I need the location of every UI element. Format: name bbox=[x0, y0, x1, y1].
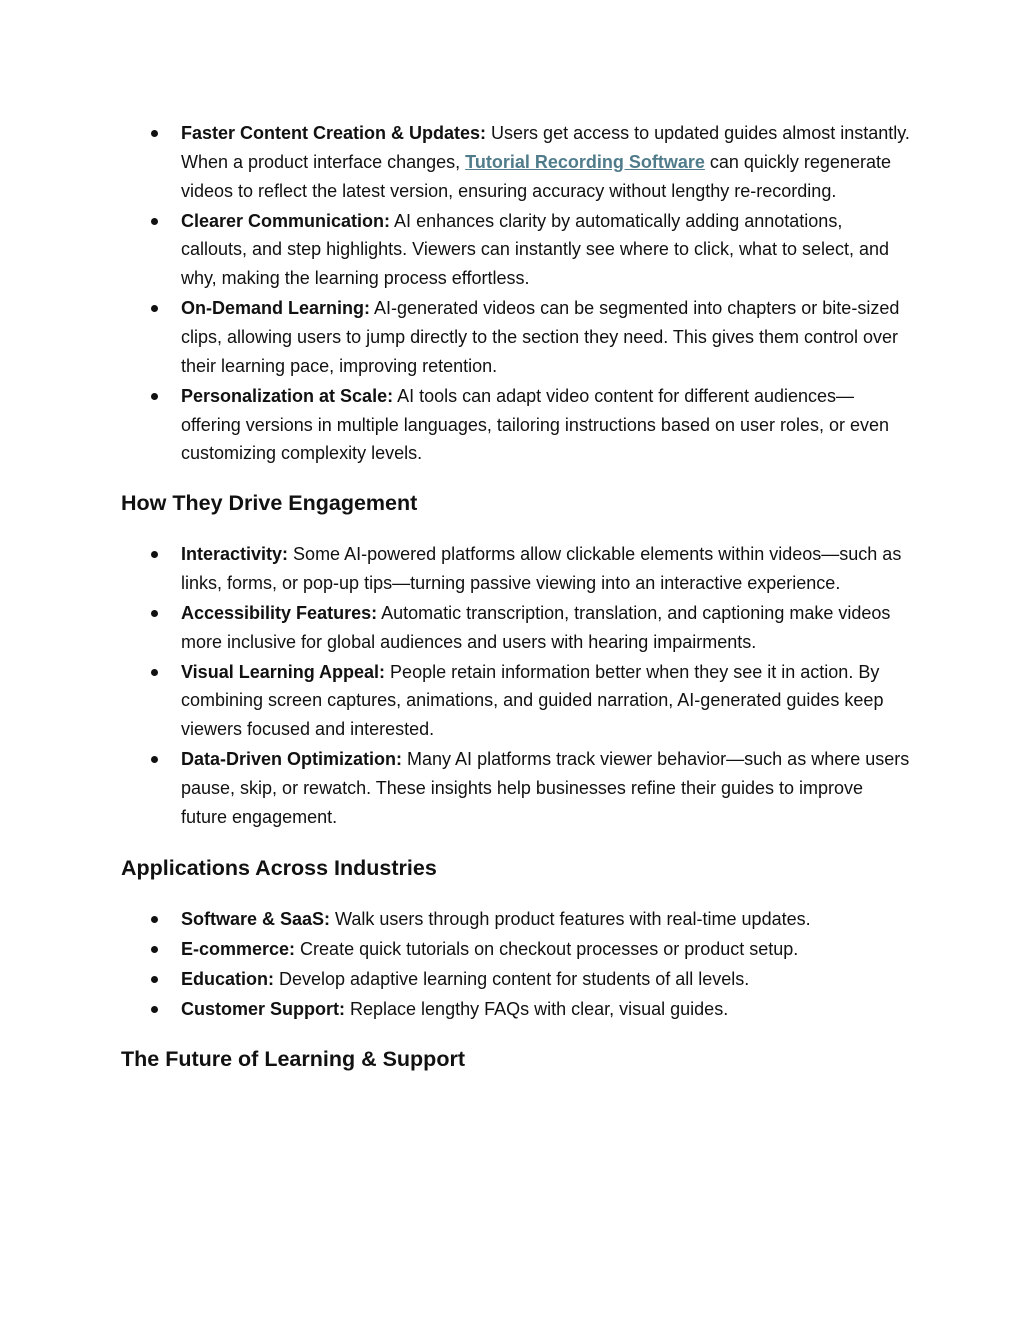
bullet-term: Interactivity: bbox=[181, 544, 289, 565]
bullet-icon bbox=[151, 610, 158, 617]
bullet-term: Personalization at Scale: bbox=[181, 385, 394, 406]
bullet-term: Faster Content Creation & Updates: bbox=[181, 123, 487, 143]
bullet-icon bbox=[151, 1006, 158, 1013]
bullet-icon bbox=[151, 946, 158, 953]
bullet-term: Clearer Communication: bbox=[181, 210, 391, 231]
list-item bbox=[121, 294, 911, 380]
list-item bbox=[121, 540, 911, 598]
list-item bbox=[121, 599, 911, 657]
list-item bbox=[121, 658, 911, 744]
bullet-text: People retain information better when they see it in action. By combining screen captures, animations, and guided narration, AI-generated guides keep viewers focused and interested. bbox=[181, 661, 884, 740]
list-item bbox=[121, 745, 911, 831]
bullet-text: can quickly regenerate videos to reflect the latest version, ensuring accuracy without lengthy re-recording. bbox=[181, 151, 891, 201]
list-item bbox=[121, 905, 911, 934]
bullet-text: Replace lengthy FAQs with clear, visual guides. bbox=[345, 998, 729, 1019]
intro-bullet-list bbox=[121, 119, 911, 468]
bullet-term: E-commerce: bbox=[181, 938, 296, 959]
bullet-term: On-Demand Learning: bbox=[181, 298, 371, 319]
bullet-text: AI tools can adapt video content for different audiences—offering versions in multiple languages, tailoring instructions based on user roles, or even customizing complexity levels. bbox=[181, 385, 890, 464]
bullet-text: Create quick tutorials on checkout processes or product setup. bbox=[295, 938, 799, 959]
bullet-term: Accessibility Features: bbox=[181, 602, 378, 623]
list-item bbox=[121, 207, 911, 293]
bullet-term: Visual Learning Appeal: bbox=[181, 661, 386, 682]
document-body bbox=[121, 119, 911, 1074]
list-item bbox=[121, 935, 911, 964]
bullet-text: Walk users through product features with real-time updates. bbox=[330, 908, 811, 929]
bullet-term: Education: bbox=[181, 968, 274, 989]
bullet-icon bbox=[151, 916, 158, 923]
bullet-text: Some AI-powered platforms allow clickable elements within videos—such as links, forms, or pop-up tips—turning passive viewing into an interactive experience. bbox=[181, 544, 902, 593]
bullet-icon bbox=[151, 130, 158, 137]
bullet-term: Data-Driven Optimization: bbox=[181, 749, 403, 770]
list-item bbox=[121, 382, 911, 468]
bullet-text: Automatic transcription, translation, and captioning make videos more inclusive for global audiences and users with hearing impairments. bbox=[181, 602, 891, 652]
list-item bbox=[121, 995, 911, 1024]
bullet-text: Many AI platforms track viewer behavior—such as where users pause, skip, or rewatch. These insights help businesses refine their guides to improve future engagement. bbox=[181, 749, 910, 827]
bullet-icon bbox=[151, 756, 158, 763]
bullet-term: Customer Support: bbox=[181, 998, 345, 1019]
list-item bbox=[121, 119, 911, 205]
bullet-term: Software & SaaS: bbox=[181, 908, 331, 929]
engagement-heading: How They Drive Engagement bbox=[121, 491, 418, 516]
future-heading: The Future of Learning & Support bbox=[121, 1047, 465, 1072]
industries-heading: Applications Across Industries bbox=[121, 855, 437, 880]
bullet-text: Users get access to updated guides almost instantly. When a product interface changes, bbox=[181, 123, 910, 172]
bullet-text: Develop adaptive learning content for students of all levels. bbox=[274, 968, 750, 989]
engagement-bullet-list bbox=[121, 540, 911, 832]
bullet-icon bbox=[151, 393, 158, 400]
bullet-icon bbox=[151, 551, 158, 558]
bullet-icon bbox=[151, 669, 158, 676]
bullet-text: AI-generated videos can be segmented into chapters or bite-sized clips, allowing users to jump directly to the section they need. This gives them control over their learning pace, improving retention. bbox=[181, 298, 900, 376]
bullet-icon bbox=[151, 976, 158, 983]
bullet-icon bbox=[151, 218, 158, 225]
list-item bbox=[121, 965, 911, 994]
tutorial-recording-software-link[interactable]: Tutorial Recording Software bbox=[465, 151, 705, 172]
bullet-icon bbox=[151, 305, 158, 312]
bullet-text: AI enhances clarity by automatically adding annotations, callouts, and step highlights. Viewers can instantly see where to click, what to select, and why, making the learning process effortless. bbox=[181, 210, 890, 289]
industries-bullet-list bbox=[121, 905, 911, 1024]
